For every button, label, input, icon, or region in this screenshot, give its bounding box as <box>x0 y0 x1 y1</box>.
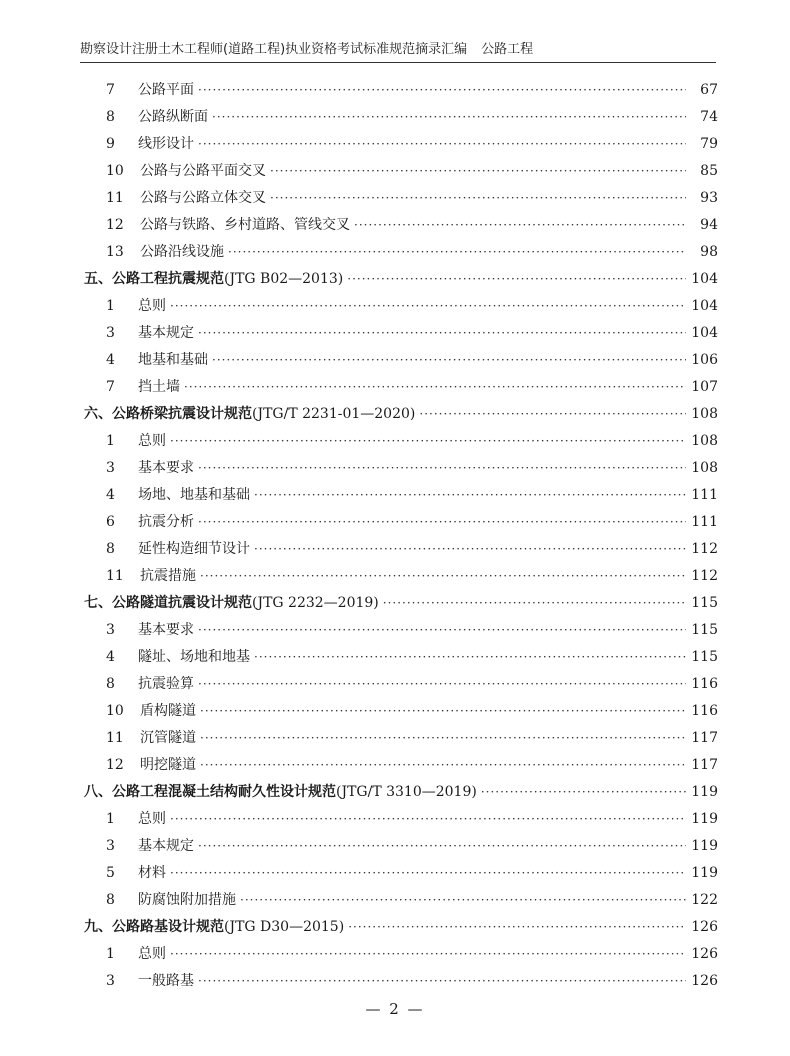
toc-item-row <box>84 347 718 374</box>
toc-entry-label <box>84 266 343 293</box>
toc-page-number: 111 <box>691 487 718 503</box>
toc-item-row <box>84 131 718 158</box>
toc-entry-number: 7 <box>106 82 115 98</box>
toc-page-number: 108 <box>691 406 718 422</box>
toc-entry-number: 3 <box>106 325 115 341</box>
dot-leader <box>184 374 686 401</box>
toc-page-number: 115 <box>691 595 718 611</box>
dot-leader <box>198 509 686 536</box>
toc-entry-title: 盾构隧道 <box>140 703 196 719</box>
dot-leader <box>240 887 686 914</box>
toc-item-row <box>84 833 718 860</box>
toc-page-number: 104 <box>691 298 718 314</box>
toc-item-row <box>84 941 718 968</box>
dot-leader <box>270 185 686 212</box>
toc-entry-label <box>84 833 194 860</box>
toc-page-number: 117 <box>691 730 718 746</box>
toc-entry-label <box>84 374 180 401</box>
toc-entry-title: 基本规定 <box>138 838 194 854</box>
toc-entry-title: 挡土墙 <box>138 379 180 395</box>
dot-leader <box>348 914 686 941</box>
toc-page-number: 98 <box>700 244 718 260</box>
toc-item-row <box>84 185 718 212</box>
toc-page-number: 108 <box>691 433 718 449</box>
toc-section-title: 八、公路工程混凝土结构耐久性设计规范 <box>84 784 336 800</box>
toc-entry-number: 8 <box>106 676 115 692</box>
toc-item-row <box>84 482 718 509</box>
toc-page-number: 122 <box>691 892 718 908</box>
toc-entry-label <box>84 914 344 941</box>
toc-entry-title: 总则 <box>138 811 166 827</box>
toc-entry-label <box>84 536 250 563</box>
toc-entry-label <box>84 104 208 131</box>
toc-item-row <box>84 77 718 104</box>
toc-item-row <box>84 887 718 914</box>
toc-entry-title: 材料 <box>138 865 166 881</box>
toc-entry-number: 9 <box>106 136 115 152</box>
toc-entry-title: 总则 <box>138 298 166 314</box>
toc-entry-title: 沉管隧道 <box>140 730 196 746</box>
toc-entry-label <box>84 779 477 806</box>
toc-entry-title: 隧址、场地和地基 <box>138 649 250 665</box>
toc-page-number: 119 <box>691 838 718 854</box>
toc-entry-title: 抗震验算 <box>138 676 194 692</box>
toc-entry-title: 公路与公路立体交叉 <box>140 190 266 206</box>
dot-leader <box>198 617 686 644</box>
toc-item-row <box>84 563 718 590</box>
toc-entry-label <box>84 806 166 833</box>
toc-item-row <box>84 104 718 131</box>
toc-entry-title: 总则 <box>138 946 166 962</box>
dot-leader <box>270 158 686 185</box>
toc-entry-number: 3 <box>106 460 115 476</box>
toc-item-row <box>84 725 718 752</box>
toc-entry-label <box>84 968 194 995</box>
toc-item-row <box>84 671 718 698</box>
toc-page-number: 107 <box>691 379 718 395</box>
toc-entry-label <box>84 698 196 725</box>
toc-item-row <box>84 212 718 239</box>
toc-item-row <box>84 536 718 563</box>
toc-item-row <box>84 320 718 347</box>
toc-entry-label <box>84 725 196 752</box>
toc-page-number: 119 <box>691 811 718 827</box>
toc-entry-label <box>84 860 166 887</box>
toc-entry-title: 延性构造细节设计 <box>138 541 250 557</box>
toc-entry-label <box>84 455 194 482</box>
toc-section-row <box>84 914 718 941</box>
dot-leader <box>354 212 686 239</box>
toc-entry-title: 抗震措施 <box>140 568 196 584</box>
dot-leader <box>170 428 686 455</box>
toc-entry-label <box>84 563 196 590</box>
toc-entry-title: 基本要求 <box>138 460 194 476</box>
toc-entry-label <box>84 941 166 968</box>
toc-entry-number: 3 <box>106 622 115 638</box>
toc-entry-label <box>84 590 379 617</box>
toc-entry-number: 8 <box>106 541 115 557</box>
toc-page-number: 104 <box>691 325 718 341</box>
toc-item-row <box>84 617 718 644</box>
dot-leader <box>200 563 686 590</box>
toc-page-number: 116 <box>691 676 718 692</box>
toc-section-title: 六、公路桥梁抗震设计规范 <box>84 406 252 422</box>
toc-entry-title: 基本规定 <box>138 325 194 341</box>
dot-leader <box>254 482 686 509</box>
toc-page-number: 119 <box>691 784 718 800</box>
toc-section-row <box>84 590 718 617</box>
toc-page-number: 117 <box>691 757 718 773</box>
toc-entry-number: 6 <box>106 514 115 530</box>
toc-entry-title: 明挖隧道 <box>140 757 196 773</box>
toc-entry-label <box>84 482 250 509</box>
toc-item-row <box>84 968 718 995</box>
toc-item-row <box>84 428 718 455</box>
dot-leader <box>254 644 686 671</box>
toc-entry-title: 防腐蚀附加措施 <box>138 892 236 908</box>
toc-entry-number: 11 <box>106 730 124 746</box>
toc-page-number: 85 <box>700 163 718 179</box>
toc-entry-title: 公路纵断面 <box>138 109 208 125</box>
dot-leader <box>481 779 686 806</box>
dot-leader <box>228 239 686 266</box>
toc-entry-number: 12 <box>106 217 124 233</box>
dot-leader <box>419 401 686 428</box>
dot-leader <box>254 536 686 563</box>
toc-entry-label <box>84 887 236 914</box>
toc-entry-label <box>84 401 415 428</box>
toc-page-number: 111 <box>691 514 718 530</box>
toc-page-number: 106 <box>691 352 718 368</box>
dot-leader <box>170 941 686 968</box>
toc-entry-title: 基本要求 <box>138 622 194 638</box>
toc-item-row <box>84 239 718 266</box>
toc-entry-number: 4 <box>106 649 115 665</box>
toc-entry-label <box>84 131 194 158</box>
toc-page-number: 67 <box>700 82 718 98</box>
toc-entry-label <box>84 428 166 455</box>
toc-entry-title: 公路平面 <box>138 82 194 98</box>
toc-entry-label <box>84 239 224 266</box>
toc-section-code: (JTG B02—2013) <box>224 271 344 287</box>
header-subtitle: 公路工程 <box>481 42 534 57</box>
toc-page-number: 108 <box>691 460 718 476</box>
toc-entry-label <box>84 77 194 104</box>
dot-leader <box>198 77 686 104</box>
toc-entry-title: 公路沿线设施 <box>140 244 224 260</box>
toc-entry-number: 4 <box>106 352 115 368</box>
dot-leader <box>170 860 686 887</box>
table-of-contents <box>84 77 718 995</box>
running-header <box>80 38 716 63</box>
toc-section-row <box>84 266 718 293</box>
toc-entry-number: 13 <box>106 244 124 260</box>
toc-entry-number: 1 <box>106 298 115 314</box>
toc-item-row <box>84 293 718 320</box>
toc-entry-number: 1 <box>106 433 115 449</box>
toc-entry-number: 5 <box>106 865 115 881</box>
dot-leader <box>383 590 686 617</box>
toc-entry-label <box>84 185 266 212</box>
toc-entry-number: 12 <box>106 757 124 773</box>
toc-entry-title: 线形设计 <box>138 136 194 152</box>
dot-leader <box>212 347 686 374</box>
toc-item-row <box>84 860 718 887</box>
toc-entry-title: 抗震分析 <box>138 514 194 530</box>
header-title: 勘察设计注册土木工程师(道路工程)执业资格考试标准规范摘录汇编 <box>80 42 468 57</box>
toc-entry-number: 10 <box>106 163 124 179</box>
toc-item-row <box>84 455 718 482</box>
toc-section-row <box>84 401 718 428</box>
toc-entry-number: 4 <box>106 487 115 503</box>
dot-leader <box>198 833 686 860</box>
toc-item-row <box>84 698 718 725</box>
toc-section-title: 九、公路路基设计规范 <box>84 919 224 935</box>
toc-entry-number: 1 <box>106 946 115 962</box>
dot-leader <box>198 131 686 158</box>
toc-page-number: 115 <box>691 622 718 638</box>
toc-entry-label <box>84 671 194 698</box>
page-number: — 2 — <box>365 1000 425 1018</box>
toc-entry-number: 11 <box>106 190 124 206</box>
dot-leader <box>212 104 686 131</box>
toc-entry-title: 一般路基 <box>138 973 194 989</box>
toc-entry-number: 10 <box>106 703 124 719</box>
toc-entry-number: 8 <box>106 109 115 125</box>
toc-entry-number: 8 <box>106 892 115 908</box>
toc-item-row <box>84 752 718 779</box>
toc-entry-number: 3 <box>106 973 115 989</box>
dot-leader <box>200 725 686 752</box>
toc-page-number: 126 <box>691 946 718 962</box>
toc-page-number: 119 <box>691 865 718 881</box>
toc-section-code: (JTG D30—2015) <box>224 919 345 935</box>
toc-entry-label <box>84 617 194 644</box>
toc-page-number: 74 <box>700 109 718 125</box>
toc-entry-label <box>84 509 194 536</box>
toc-page-number: 116 <box>691 703 718 719</box>
toc-entry-title: 公路与铁路、乡村道路、管线交叉 <box>140 217 350 233</box>
toc-item-row <box>84 374 718 401</box>
dot-leader <box>198 320 686 347</box>
toc-section-title: 五、公路工程抗震规范 <box>84 271 224 287</box>
toc-entry-label <box>84 644 250 671</box>
toc-section-code: (JTG 2232—2019) <box>252 595 379 611</box>
toc-entry-title: 场地、地基和基础 <box>138 487 250 503</box>
toc-page-number: 94 <box>700 217 718 233</box>
toc-page-number: 126 <box>691 973 718 989</box>
dot-leader <box>347 266 686 293</box>
dot-leader <box>170 806 686 833</box>
toc-page-number: 79 <box>700 136 718 152</box>
toc-item-row <box>84 644 718 671</box>
toc-entry-number: 7 <box>106 379 115 395</box>
toc-entry-label <box>84 212 350 239</box>
toc-entry-title: 总则 <box>138 433 166 449</box>
toc-entry-label <box>84 752 196 779</box>
toc-page-number: 104 <box>691 271 718 287</box>
toc-page-number: 115 <box>691 649 718 665</box>
toc-entry-label <box>84 320 194 347</box>
dot-leader <box>200 698 686 725</box>
toc-entry-title: 公路与公路平面交叉 <box>140 163 266 179</box>
toc-section-code: (JTG/T 3310—2019) <box>336 784 477 800</box>
toc-page-number: 126 <box>691 919 718 935</box>
toc-section-code: (JTG/T 2231-01—2020) <box>252 406 416 422</box>
dot-leader <box>198 968 686 995</box>
toc-section-title: 七、公路隧道抗震设计规范 <box>84 595 252 611</box>
toc-entry-number: 1 <box>106 811 115 827</box>
toc-entry-number: 3 <box>106 838 115 854</box>
toc-entry-label <box>84 347 208 374</box>
dot-leader <box>198 455 686 482</box>
toc-section-row <box>84 779 718 806</box>
toc-item-row <box>84 806 718 833</box>
toc-item-row <box>84 509 718 536</box>
toc-page-number: 112 <box>691 541 718 557</box>
toc-entry-title: 地基和基础 <box>138 352 208 368</box>
toc-page-number: 112 <box>691 568 718 584</box>
toc-entry-label <box>84 293 166 320</box>
dot-leader <box>170 293 686 320</box>
dot-leader <box>200 752 686 779</box>
toc-entry-label <box>84 158 266 185</box>
dot-leader <box>198 671 686 698</box>
toc-item-row <box>84 158 718 185</box>
toc-entry-number: 11 <box>106 568 124 584</box>
toc-page-number: 93 <box>700 190 718 206</box>
